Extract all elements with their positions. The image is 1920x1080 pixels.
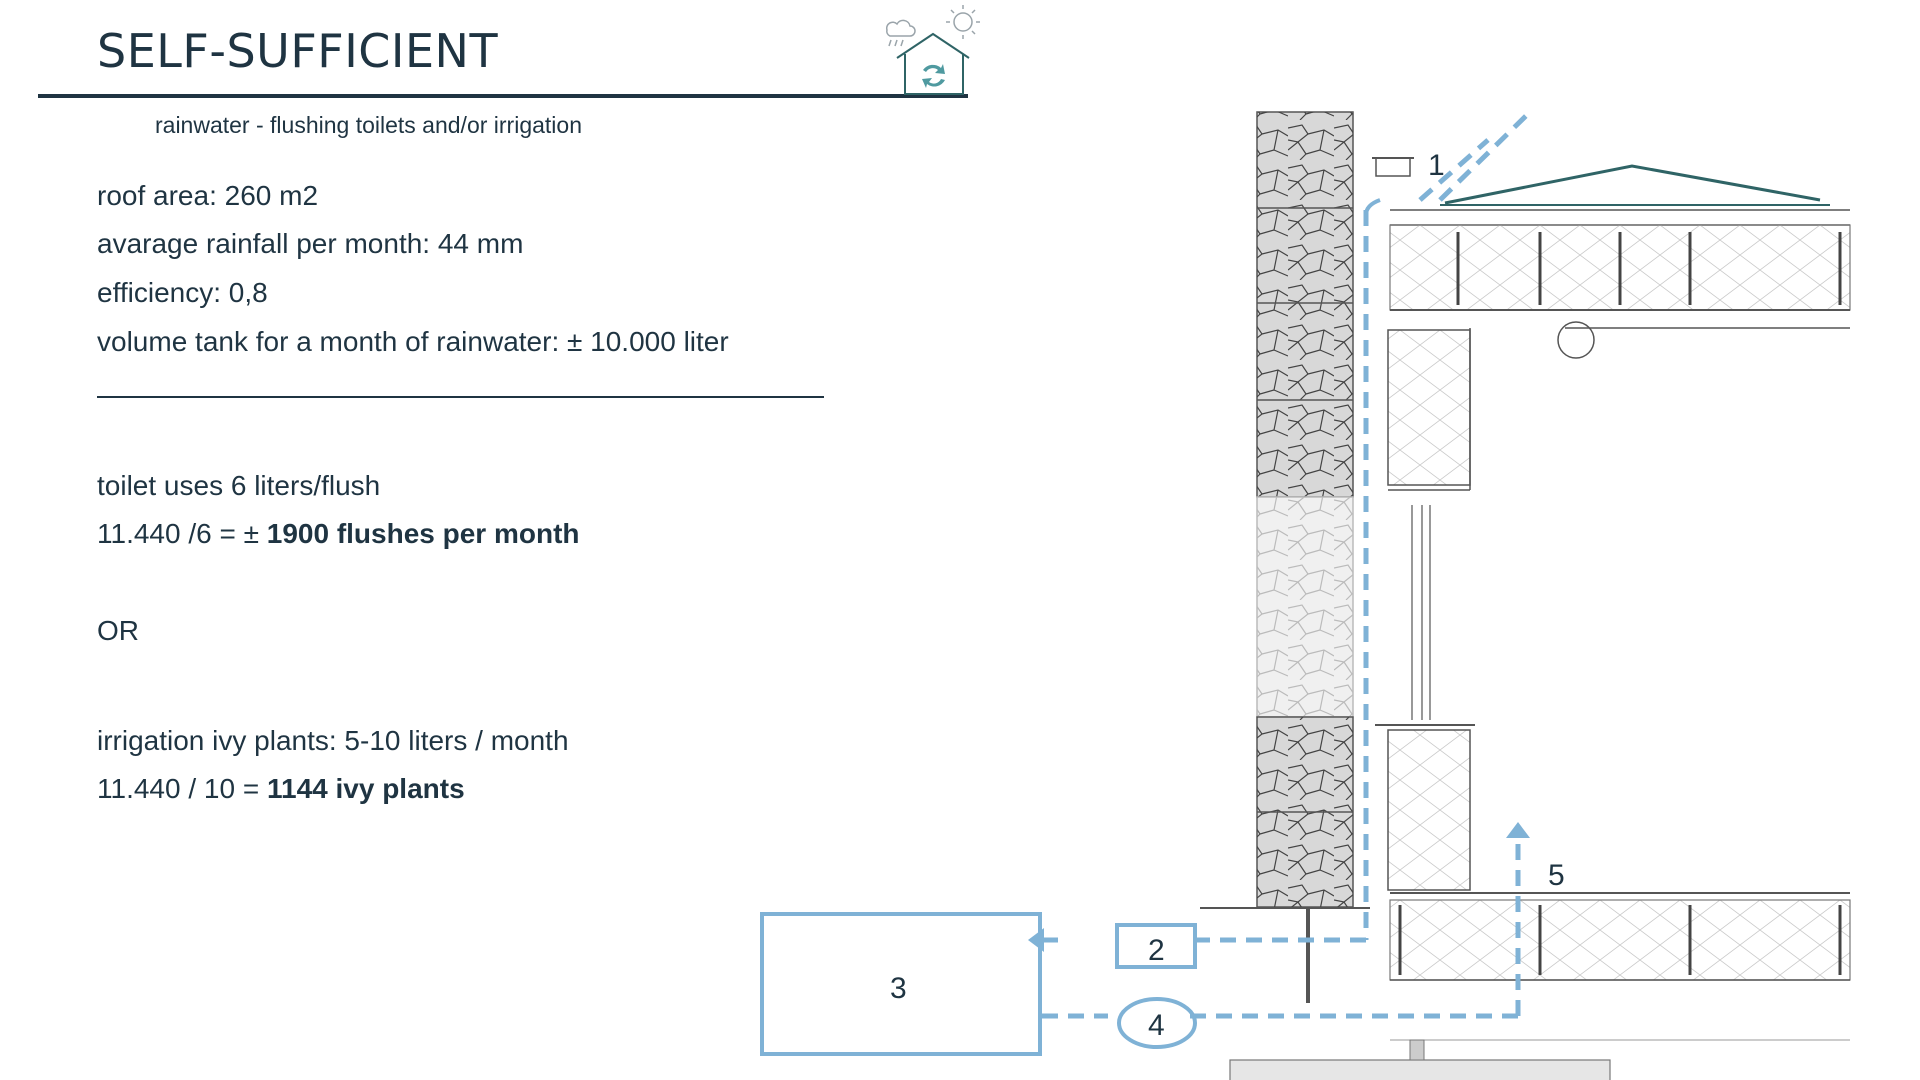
label-3: 3: [890, 972, 907, 1005]
tank-volume-text: volume tank for a month of rainwater: ± 10.000 liter: [97, 326, 729, 357]
label-5: 5: [1548, 859, 1565, 892]
page-title: SELF-SUFFICIENT: [97, 24, 499, 78]
toilet-usage-text: toilet uses 6 liters/flush: [97, 470, 381, 501]
stone-wall: [1200, 112, 1370, 1003]
efficiency-text: efficiency: 0,8: [97, 277, 268, 308]
toilet-calc-prefix: 11.440 /6 = ±: [97, 518, 267, 549]
label-2: 2: [1148, 934, 1165, 967]
rainfall-text: avarage rainfall per month: 44 mm: [97, 228, 524, 259]
irrigation-usage-text: irrigation ivy plants: 5-10 liters / month: [97, 725, 569, 756]
or-label: OR: [97, 615, 139, 646]
page-subtitle: rainwater - flushing toilets and/or irrigation: [155, 112, 582, 138]
toilet-calc-result: 1900 flushes per month: [266, 518, 580, 549]
label-4: 4: [1148, 1009, 1165, 1042]
green-roof: [1440, 166, 1830, 205]
arrow-up-irrigation: [1506, 822, 1530, 838]
irrigation-calc-result: 1144 ivy plants: [266, 773, 465, 804]
irrigation-calc-prefix: 11.440 / 10 =: [97, 773, 267, 804]
label-1: 1: [1428, 149, 1445, 182]
roof-area-text: roof area: 260 m2: [97, 180, 319, 211]
